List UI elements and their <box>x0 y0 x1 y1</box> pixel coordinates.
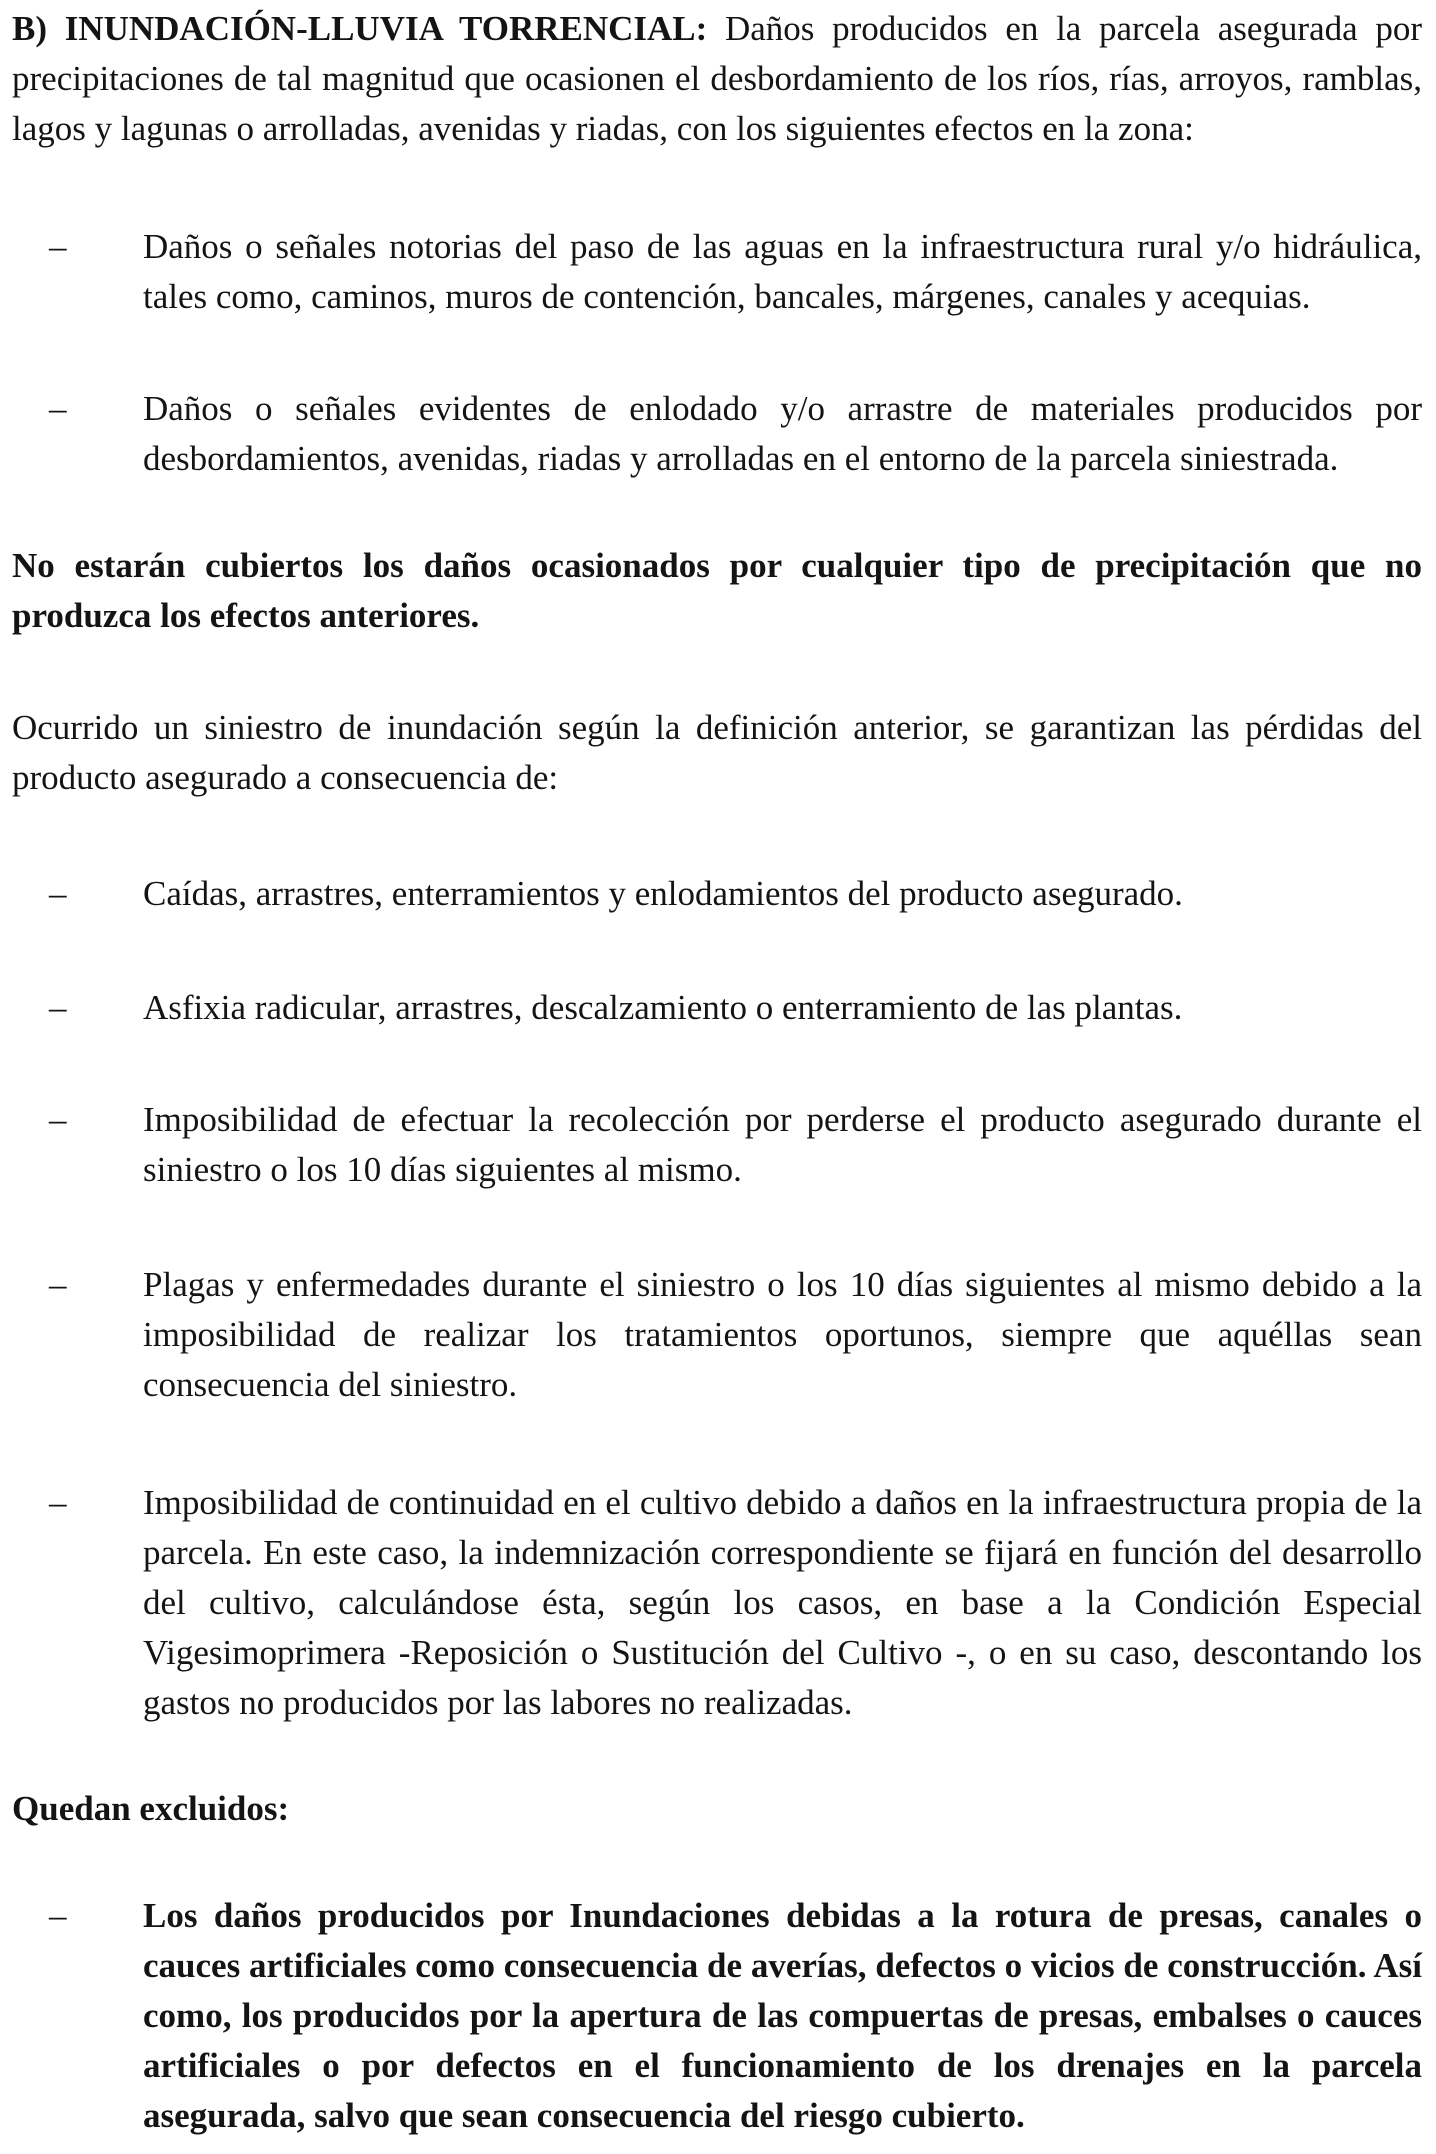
dash-bullet: – <box>49 874 67 913</box>
loss-item-3 <box>12 1095 1422 1195</box>
loss-text: Asfixia radicular, arrastres, descalzamiento o enterramiento de las plantas. <box>143 988 1183 1027</box>
effect-item-2 <box>12 384 1422 484</box>
dash-bullet: – <box>49 1483 67 1522</box>
effect-item-1 <box>12 222 1422 322</box>
dash-bullet: – <box>49 1265 67 1304</box>
not-covered-paragraph <box>12 541 1422 641</box>
section-b-heading: B) INUNDACIÓN-LLUVIA TORRENCIAL: <box>12 9 708 48</box>
section-b-paragraph <box>12 4 1422 154</box>
guarantee-intro-text: Ocurrido un siniestro de inundación según la definición anterior, se garantizan las pérdidas del producto asegurado a consecuencia de: <box>12 708 1422 797</box>
loss-text: Imposibilidad de continuidad en el cultivo debido a daños en la infraestructura propia de la parcela. En este caso, la indemnización correspondiente se fijará en función del desarrollo del cultivo, calculándose ésta, según los casos, en base a la Condición Especial Vigesimoprimera -Reposición o Sustitución del Cultivo -, o en su caso, descontando los gastos no producidos por las labores no realizadas. <box>143 1483 1422 1722</box>
section-b-body: Daños producidos en la parcela asegurada por precipitaciones de tal magnitud que ocasionen el desbordamiento de los ríos, rías, arroyos, ramblas, lagos y lagunas o arrolladas, avenidas y riadas, con los siguientes efectos en la zona: <box>12 9 1422 148</box>
not-covered-text: No estarán cubiertos los daños ocasionados por cualquier tipo de precipitación que no produzca los efectos anteriores. <box>12 546 1422 635</box>
dash-bullet: – <box>49 389 67 428</box>
loss-text: Imposibilidad de efectuar la recolección por perderse el producto asegurado durante el siniestro o los 10 días siguientes al mismo. <box>143 1100 1422 1189</box>
exclusion-item-1 <box>12 1891 1422 2141</box>
loss-item-5 <box>12 1478 1422 1728</box>
effect-text: Daños o señales notorias del paso de las aguas en la infraestructura rural y/o hidráulica, tales como, caminos, muros de contención, bancales, márgenes, canales y acequias. <box>143 227 1422 316</box>
loss-item-1 <box>12 869 1422 919</box>
section-b-text <box>12 4 1422 154</box>
excluded-heading: Quedan excluidos: <box>12 1789 290 1828</box>
loss-item-4 <box>12 1260 1422 1410</box>
effect-text: Daños o señales evidentes de enlodado y/o arrastre de materiales producidos por desbordamientos, avenidas, riadas y arrolladas en el entorno de la parcela siniestrada. <box>143 389 1422 478</box>
dash-bullet: – <box>49 1896 67 1935</box>
dash-bullet: – <box>49 988 67 1027</box>
dash-bullet: – <box>49 1100 67 1139</box>
exclusion-text: Los daños producidos por Inundaciones debidas a la rotura de presas, canales o cauces artificiales como consecuencia de averías, defectos o vicios de construcción. Así como, los producidos por la apertura de las compuertas de presas, embalses o cauces artificiales o por defectos en el funcionamiento de los drenajes en la parcela asegurada, salvo que sean consecuencia del riesgo cubierto. <box>143 1896 1422 2135</box>
loss-text: Caídas, arrastres, enterramientos y enlodamientos del producto asegurado. <box>143 874 1183 913</box>
dash-bullet: – <box>49 227 67 266</box>
loss-text: Plagas y enfermedades durante el siniestro o los 10 días siguientes al mismo debido a la imposibilidad de realizar los tratamientos oportunos, siempre que aquéllas sean consecuencia del siniestro. <box>143 1265 1422 1404</box>
guarantee-intro-paragraph <box>12 703 1422 803</box>
loss-item-2 <box>12 983 1422 1033</box>
excluded-heading-block <box>12 1784 1422 1834</box>
